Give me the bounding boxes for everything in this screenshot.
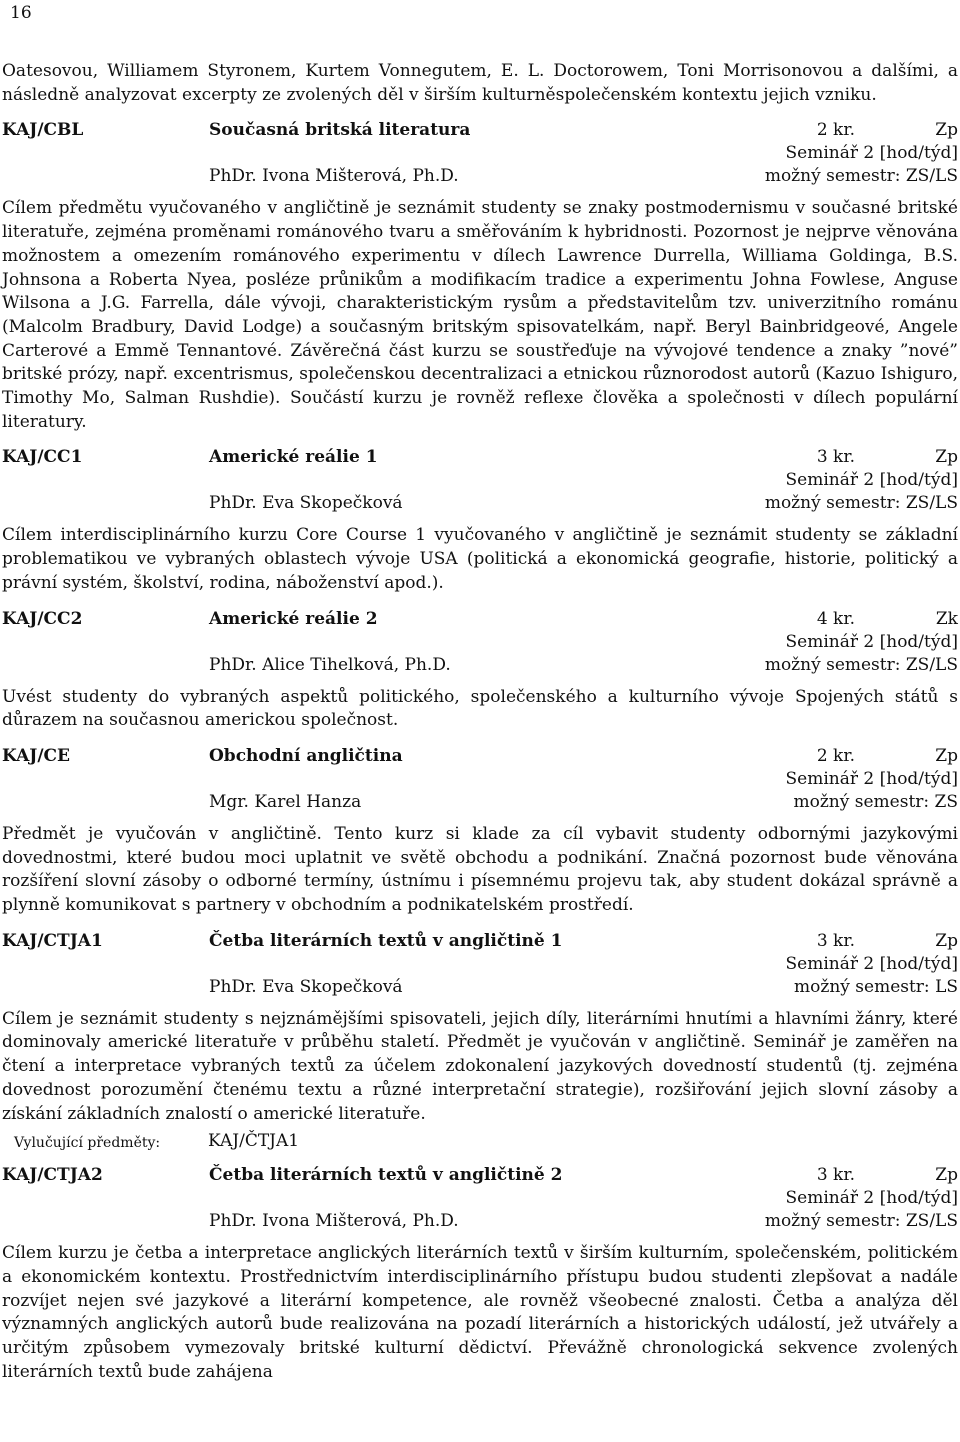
course-entry (2, 930, 958, 1153)
course-header (2, 119, 958, 141)
course-semester: možný semestr: LS (794, 976, 958, 997)
course-instructor: PhDr. Eva Skopečková (209, 976, 403, 997)
course-instructor-row (2, 1210, 958, 1232)
course-instructor: PhDr. Ivona Mišterová, Ph.D. (209, 1211, 459, 1232)
course-credits: 3 kr. (816, 1165, 855, 1186)
course-seminar-row (2, 768, 958, 790)
course-code: KAJ/CC1 (2, 447, 83, 468)
course-completion-type: Zk (935, 608, 958, 629)
course-entry (2, 745, 958, 918)
course-description: Uvést studenty do vybraných aspektů politického, společenského a kulturního vývoje Spojených států s důrazem na současnou americkou společnost. (2, 686, 958, 731)
course-title: Současná britská literatura (209, 120, 471, 141)
course-credits: 2 kr. (816, 745, 855, 766)
course-instructor-row (2, 791, 958, 813)
course-entry (2, 119, 958, 434)
course-instructor: PhDr. Alice Tihelková, Ph.D. (209, 654, 451, 675)
course-header (2, 608, 958, 630)
course-seminar-row (2, 469, 958, 491)
exclusive-courses-row (2, 1130, 958, 1152)
course-instructor: PhDr. Eva Skopečková (209, 493, 403, 514)
intro-paragraph: Oatesovou, Williamem Styronem, Kurtem Vonnegutem, E. L. Doctorowem, Toni Morrisonovou a dalšími, a následně analyzovat excerpty ze zvolených děl v širším kulturněspolečenském kontextu jejich vzniku. (2, 61, 958, 105)
course-code: KAJ/CC2 (2, 608, 83, 629)
course-seminar: Seminář 2 [hod/týd] (785, 1188, 958, 1209)
course-seminar: Seminář 2 [hod/týd] (785, 631, 958, 652)
course-semester: možný semestr: ZS/LS (764, 493, 958, 514)
course-credits: 2 kr. (816, 120, 855, 141)
page-number: 16 (10, 3, 32, 23)
course-title: Četba literárních textů v angličtině 1 (209, 930, 563, 951)
course-credits: 4 kr. (816, 608, 855, 629)
course-instructor: Mgr. Karel Hanza (209, 791, 362, 812)
course-code: KAJ/CE (2, 745, 71, 766)
exclusive-courses-label: Vylučující předměty: (14, 1135, 161, 1152)
course-header (2, 1164, 958, 1186)
course-credits: 3 kr. (816, 930, 855, 951)
course-seminar-row (2, 631, 958, 653)
page-content (2, 60, 958, 1385)
course-completion-type: Zp (935, 447, 958, 468)
course-seminar-row (2, 142, 958, 164)
course-entry (2, 608, 958, 733)
course-entry (2, 446, 958, 595)
course-code: KAJ/CTJA2 (2, 1165, 103, 1186)
exclusive-courses-value: KAJ/ČTJA1 (208, 1131, 300, 1152)
course-semester: možný semestr: ZS/LS (764, 166, 958, 187)
course-semester: možný semestr: ZS/LS (764, 1211, 958, 1232)
course-title: Obchodní angličtina (209, 745, 403, 766)
course-seminar: Seminář 2 [hod/týd] (785, 768, 958, 789)
course-semester: možný semestr: ZS/LS (764, 654, 958, 675)
course-code: KAJ/CBL (2, 120, 84, 141)
course-seminar-row (2, 1187, 958, 1209)
course-header (2, 446, 958, 468)
course-header (2, 930, 958, 952)
course-title: Četba literárních textů v angličtině 2 (209, 1165, 563, 1186)
course-description: Cílem kurzu je četba a interpretace anglických literárních textů v širším kulturním, společenském, politickém a ekonomickém kontextu. Prostřednictvím interdisciplinárního přístupu budou studenti zlepšovat a nadále rozvíjet nejen své jazykové a literární kompetence, ale rovněž všeobecné znalosti. Četba a analýza děl významných anglických autorů bude realizována na pozadí literárních a historických událostí, jež utvářely a určitým způsobem vymezovaly britské kulturní dědictví. Převážně chronologická sekvence zvolených literárních textů bude zahájena (2, 1243, 958, 1382)
course-description: Předmět je vyučován v angličtině. Tento kurz si klade za cíl vybavit studenty odbornými jazykovými dovednostmi, které budou moci uplatnit ve světě obchodu a podnikání. Značná pozornost bude věnována rozšíření slovní zásoby o odborné termíny, ústnímu i písemnému projevu tak, aby student dokázal správně a plynně komunikovat s partnery v obchodním a podnikatelském prostředí. (2, 823, 958, 916)
course-instructor: PhDr. Ivona Mišterová, Ph.D. (209, 166, 459, 187)
course-title: Americké reálie 1 (209, 447, 378, 468)
course-code: KAJ/CTJA1 (2, 930, 103, 951)
course-instructor-row (2, 165, 958, 187)
course-description: Cílem je seznámit studenty s nejznámějšími spisovateli, jejich díly, literárními hnutími a hlavními žánry, které dominovaly americké literatuře v průběhu staletí. Předmět je vyučován v angličtině. Seminář je zaměřen na čtení a interpretace vybraných textů za účelem zdokonalení jazykových dovedností studentů (tj. zejména dovednost porozumění čtenému textu a různé interpretační strategie), rozšiřování jejich slovní zásoby a získání základních znalostí o americké literatuře. (2, 1008, 958, 1124)
course-seminar-row (2, 953, 958, 975)
course-description: Cílem předmětu vyučovaného v angličtině je seznámit studenty se znaky postmodernismu v současné britské literatuře, zejména proměnami románového tvaru a směřováním k hybridnosti. Pozornost je nejprve věnována možnostem a omezením románového experimentu v dílech Lawrence Durrella, Williama Goldinga, B.S. Johnsona a Roberta Nyea, posléze průnikům a modifikacím tradice a experimentu Johna Fowlese, Anguse Wilsona a J.G. Farrella, dále vývoji, charakteristickým rysům a představitelům tzv. univerzitního románu (Malcolm Bradbury, David Lodge) a současným britským spisovatelkám, např. Beryl Bainbridgeové, Angele Carterové a Emmě Tennantové. Závěrečná část kurzu se soustřeďuje na vývojové tendence a znaky ”nové” britské prózy, např. excentrismus, společenskou decentralizaci a etnickou různorodost autorů (Kazuo Ishiguro, Timothy Mo, Salman Rushdie). Součástí kurzu je rovněž reflexe člověka a společnosti v dílech populární literatury. (2, 198, 958, 432)
course-header (2, 745, 958, 767)
course-instructor-row (2, 976, 958, 998)
course-completion-type: Zp (935, 1165, 958, 1186)
course-completion-type: Zp (935, 120, 958, 141)
course-completion-type: Zp (935, 930, 958, 951)
course-seminar: Seminář 2 [hod/týd] (785, 143, 958, 164)
course-semester: možný semestr: ZS (793, 791, 958, 812)
course-entry (2, 1164, 958, 1384)
course-seminar: Seminář 2 [hod/týd] (785, 953, 958, 974)
course-credits: 3 kr. (816, 447, 855, 468)
course-completion-type: Zp (935, 745, 958, 766)
course-title: Americké reálie 2 (209, 608, 378, 629)
course-description: Cílem interdisciplinárního kurzu Core Course 1 vyučovaného v angličtině je seznámit studenty se základní problematikou ve vybraných oblastech vývoje USA (politická a ekonomická geografie, historie, politický a právní systém, školství, rodina, náboženství apod.). (2, 525, 958, 593)
course-seminar: Seminář 2 [hod/týd] (785, 470, 958, 491)
course-instructor-row (2, 654, 958, 676)
course-instructor-row (2, 492, 958, 514)
